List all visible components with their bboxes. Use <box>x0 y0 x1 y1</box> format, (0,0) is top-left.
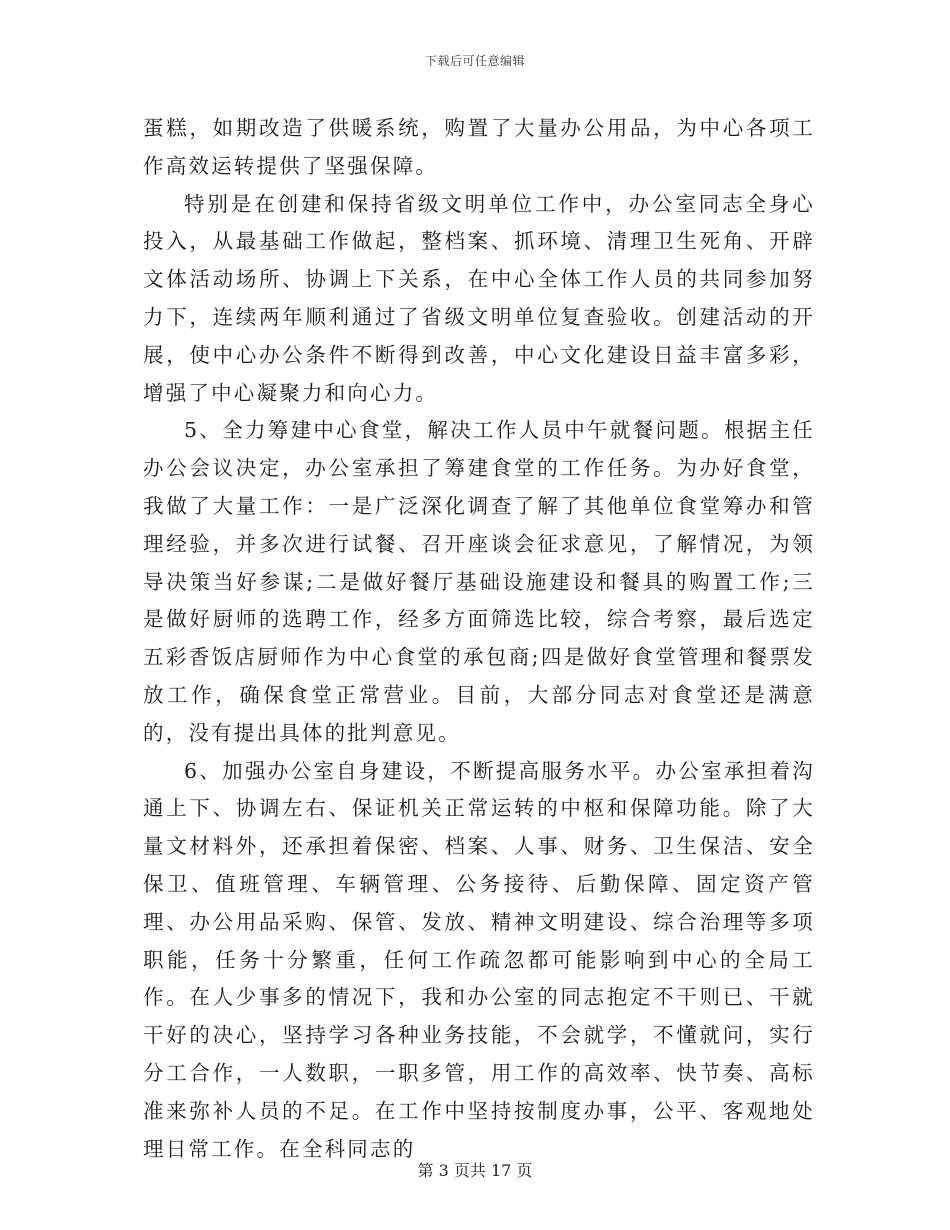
paragraph-continuation: 蛋糕，如期改造了供暖系统，购置了大量办公用品，为中心各项工作高效运转提供了坚强保障。 <box>143 116 815 178</box>
document-body <box>143 110 815 1168</box>
paragraph-canteen: 5、全力筹建中心食堂，解决工作人员中午就餐问题。根据主任办公会议决定，办公室承担了筹建食堂的工作任务。为办好食堂，我做了大量工作：一是广泛深化调查了解了其他单位食堂筹办和管理经验，并多次进行试餐、召开座谈会征求意见，了解情况，为领导决策当好参谋;二是做好餐厅基础设施建设和餐具的购置工作;三是做好厨师的选聘工作，经多方面筛选比较，综合考察，最后选定五彩香饭店厨师作为中心食堂的承包商;四是做好食堂管理和餐票发放工作，确保食堂正常营业。目前，大部分同志对食堂还是满意的，没有提出具体的批判意见。 <box>143 418 815 745</box>
page-number: 第 3 页共 17 页 <box>417 1161 533 1180</box>
paragraph-office-building: 6、加强办公室自身建设，不断提高服务水平。办公室承担着沟通上下、协调左右、保证机关正常运转的中枢和保障功能。除了大量文材料外，还承担着保密、档案、人事、财务、卫生保洁、安全保卫、值班管理、车辆管理、公务接待、后勤保障、固定资产管理、办公用品采购、保管、发放、精神文明建设、综合治理等多项职能，任务十分繁重，任何工作疏忽都可能影响到中心的全局工作。在人少事多的情况下，我和办公室的同志抱定不干则已、干就干好的决心，坚持学习各种业务技能，不会就学，不懂就问，实行分工合作，一人数职，一职多管，用工作的高效率、快节奏、高标准来弥补人员的不足。在工作中坚持按制度办事，公平、客观地处理日常工作。在全科同志的 <box>143 758 815 1161</box>
page-header-note: 下载后可任意编辑 <box>424 54 525 68</box>
paragraph-civilized-unit: 特别是在创建和保持省级文明单位工作中，办公室同志全身心投入，从最基础工作做起，整档案、抓环境、清理卫生死角、开辟文体活动场所、协调上下关系，在中心全体工作人员的共同参加努力下，连续两年顺利通过了省级文明单位复查验收。创建活动的开展，使中心办公条件不断得到改善，中心文化建设日益丰富多彩，增强了中心凝聚力和向心力。 <box>143 191 815 405</box>
